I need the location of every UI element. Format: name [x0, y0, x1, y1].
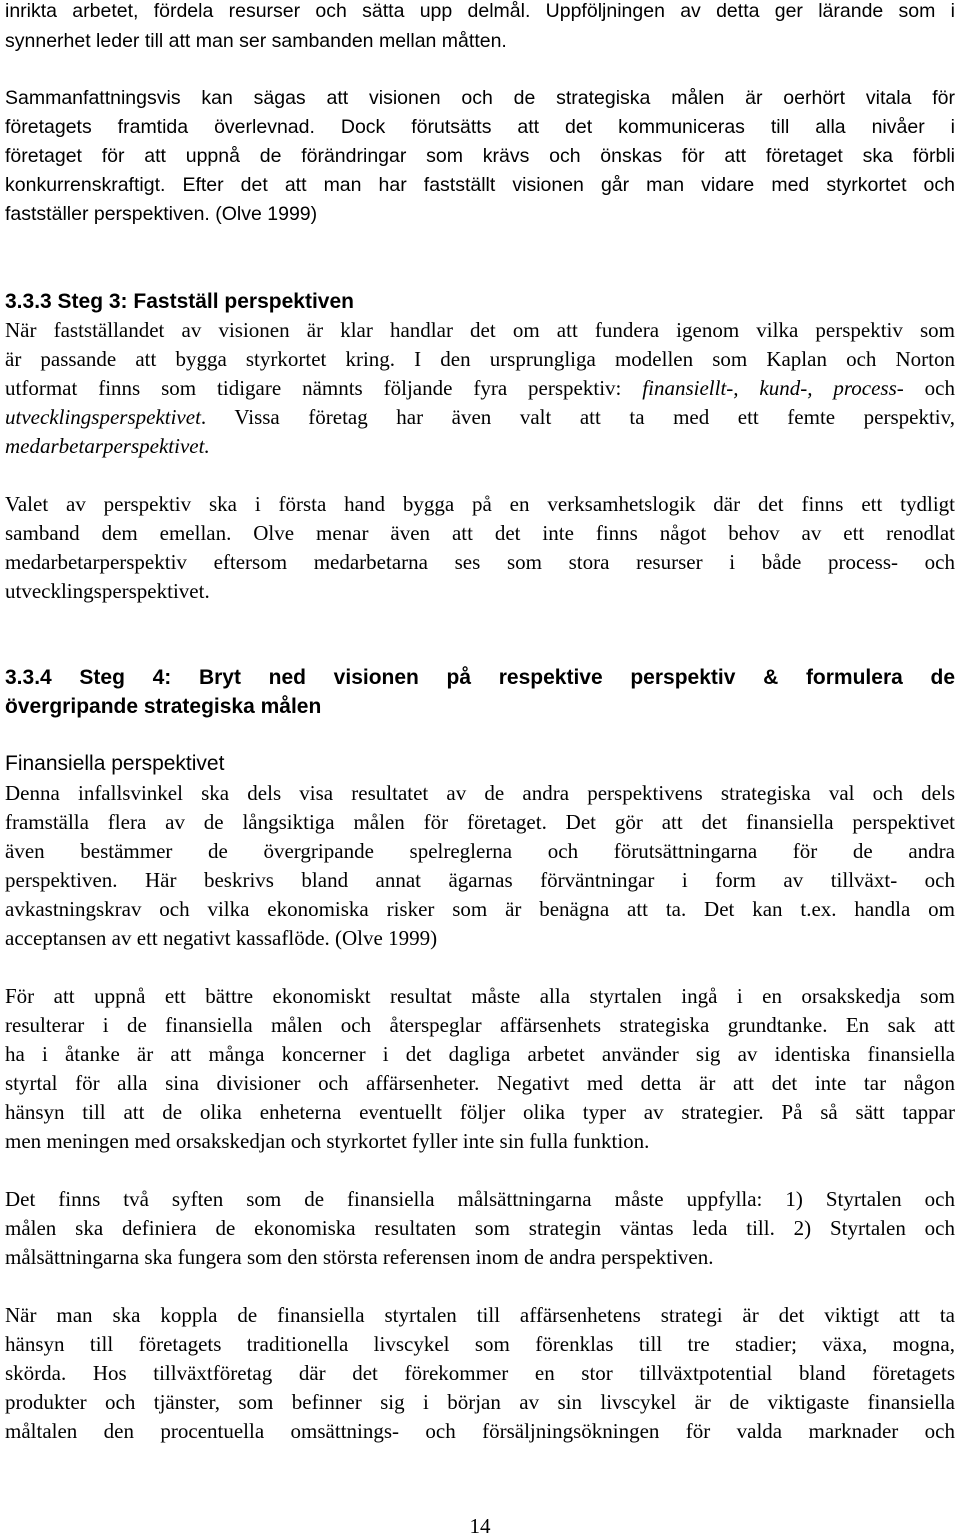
italic-perspectives: finansiellt-, kund-, process- [642, 376, 904, 400]
paragraph-line: är passande att bygga styrkortet kring. I den ursprungliga modellen som Kaplan och Norton [5, 347, 955, 371]
paragraph-line: företaget för att uppnå de förändringar som krävs och önskas för att företaget ska förbli [5, 145, 955, 167]
section-heading: 3.3.4 Steg 4: Bryt ned visionen på respektive perspektiv & formulera de [5, 666, 955, 689]
paragraph-line: produkter och tjänster, som befinner sig i början av sin livscykel är de viktigaste finansiella [5, 1390, 955, 1414]
paragraph-line: hänsyn till att de olika enheterna eventuellt följer olika typer av strategier. På så sätt tappar [5, 1100, 955, 1124]
paragraph-line: framställa flera av de långsiktiga målen för företaget. Det gör att det finansiella perspektivet [5, 810, 955, 834]
paragraph-line: synnerhet leder till att man ser sambanden mellan måtten. [5, 30, 507, 52]
paragraph-line: skörda. Hos tillväxtföretag där det förekommer en stor tillväxtpotential bland företagets [5, 1361, 955, 1385]
paragraph-line: resulterar i de finansiella målen och återspeglar affärsenhets strategiska grundtanke. En sak att [5, 1013, 955, 1037]
paragraph-line: men meningen med orsakskedjan och styrkortet fyller inte sin fulla funktion. [5, 1129, 650, 1153]
paragraph-line: Denna infallsvinkel ska dels visa resultatet av de andra perspektivens strategiska val och dels [5, 781, 955, 805]
paragraph-line: När fastställandet av visionen är klar handlar det om att fundera igenom vilka perspektiv som [5, 318, 955, 342]
paragraph-line: fastställer perspektiven. (Olve 1999) [5, 203, 318, 225]
paragraph-line: företagets framtida överlevnad. Dock förutsätts att det kommuniceras till alla nivåer i [5, 116, 955, 138]
paragraph-line: även bestämmer de övergripande spelreglerna och förutsättningarna för de andra [5, 839, 955, 863]
italic-perspective: medarbetarperspektivet. [5, 434, 210, 458]
section-heading: 3.3.3 Steg 3: Fastställ perspektiven [5, 290, 354, 313]
paragraph-line: konkurrenskraftigt. Efter det att man har fastställt visionen går man vidare med styrkortet och [5, 174, 955, 196]
section-heading: övergripande strategiska målen [5, 695, 322, 718]
paragraph-line: utvecklingsperspektivet. [5, 579, 210, 603]
subheading: Finansiella perspektivet [5, 752, 225, 775]
paragraph-line: målsättningarna ska fungera som den största referensen inom de andra perspektiven. [5, 1245, 714, 1269]
paragraph-line: målen ska definiera de ekonomiska resultaten som strategin väntas leda till. 2) Styrtalen och [5, 1216, 955, 1240]
paragraph-line: acceptansen av ett negativt kassaflöde. (Olve 1999) [5, 926, 438, 950]
paragraph-line: Sammanfattningsvis kan sägas att visionen och de strategiska målen är oerhört vitala för [5, 87, 955, 109]
paragraph-line: avkastningskrav och vilka ekonomiska risker som är benägna att ta. Det kan t.ex. handla om [5, 897, 955, 921]
paragraph-line: inrikta arbetet, fördela resurser och sätta upp delmål. Uppföljningen av detta ger lärande som i [5, 0, 955, 22]
paragraph-line: måltalen den procentuella omsättnings- och försäljningsökningen för valda marknader och [5, 1419, 955, 1443]
paragraph-line: För att uppnå ett bättre ekonomiskt resultat måste alla styrtalen ingå i en orsakskedja som [5, 984, 955, 1008]
page-number: 14 [469, 1514, 491, 1538]
paragraph-line: Valet av perspektiv ska i första hand bygga på en verksamhetslogik där det finns ett tydligt [5, 492, 955, 516]
paragraph-line: utformat finns som tidigare nämnts följande fyra perspektiv: finansiellt-, kund-, process- och [5, 376, 956, 400]
italic-perspective: utvecklingsperspektivet [5, 405, 201, 429]
paragraph-line: Det finns två syften som de finansiella målsättningarna måste uppfylla: 1) Styrtalen och [5, 1187, 955, 1211]
paragraph-line [5, 436, 955, 457]
paragraph-line: utvecklingsperspektivet. Vissa företag har även valt att ta med ett femte perspektiv, [5, 405, 955, 429]
paragraph-line: samband dem emellan. Olve menar även att det inte finns något behov av ett renodlat [5, 521, 955, 545]
paragraph-line: perspektiven. Här beskrivs bland annat ägarnas förväntningar i form av tillväxt- och [5, 868, 955, 892]
paragraph-line: När man ska koppla de finansiella styrtalen till affärsenhetens strategi är det viktigt att ta [5, 1303, 955, 1327]
paragraph-line: styrtal för alla sina divisioner och affärsenheter. Negativt med detta är att det inte tar någon [5, 1071, 955, 1095]
paragraph-line: medarbetarperspektiv eftersom medarbetarna ses som stora resurser i både process- och [5, 550, 955, 574]
paragraph-line: ha i åtanke är att många koncerner i det dagliga arbetet använder sig av identiska finansiella [5, 1042, 955, 1066]
paragraph-line: hänsyn till företagets traditionella livscykel som förenklas till tre stadier; växa, mogna, [5, 1332, 955, 1356]
